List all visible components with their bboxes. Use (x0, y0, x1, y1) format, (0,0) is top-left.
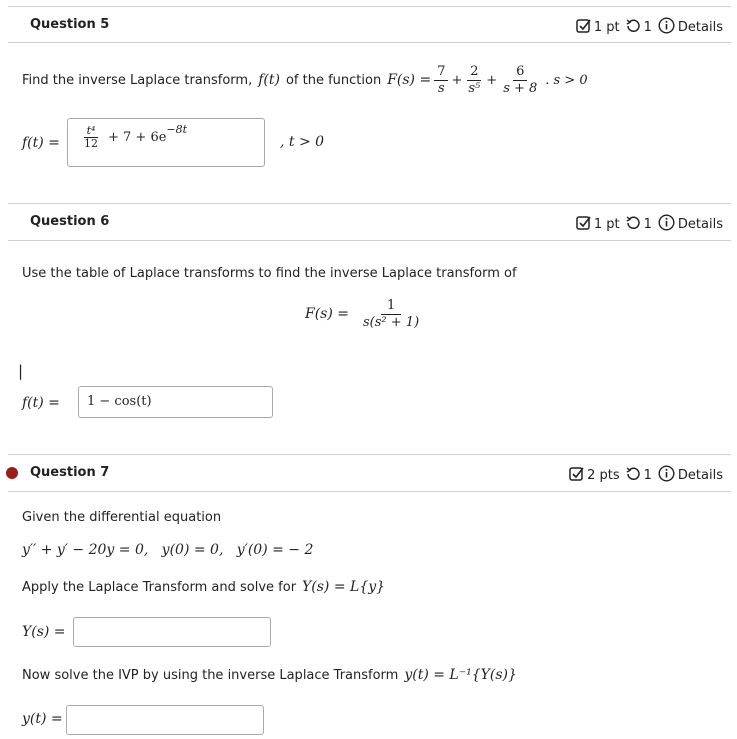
retries-count: 1 (643, 20, 652, 35)
question-6-meta (576, 214, 723, 235)
divider (8, 203, 731, 204)
retry-icon (626, 466, 641, 485)
solve-instruction: Now solve the IVP by using the inverse Laplace Transform y(t) = L⁻¹{Y(s)} (22, 667, 517, 683)
details-link[interactable]: Details (677, 217, 723, 232)
divider (8, 42, 731, 43)
apply-instruction: Apply the Laplace Transform and solve for Y(s) = L{y} (22, 579, 386, 595)
function-definition: F(s) = $\frac{1}{\text{s(s² + 1)}}$ (305, 294, 428, 334)
points-label: 2 pts (587, 468, 620, 483)
given-text: Given the differential equation (22, 510, 222, 525)
checkbox-icon (569, 466, 584, 485)
retries-count: 1 (643, 217, 652, 232)
info-icon[interactable] (658, 214, 675, 235)
fraction: $\frac{\text{t⁴}}{12}$ (84, 124, 98, 150)
retries-count: 1 (643, 468, 652, 483)
divider (8, 491, 731, 492)
details-link[interactable]: Details (677, 20, 723, 35)
checkbox-icon (576, 18, 591, 37)
points-label: 1 pt (593, 217, 620, 232)
answer-label: f(t) = (22, 395, 60, 411)
fraction: $\frac{7}{s}$ (434, 64, 448, 97)
answer-value: 1 − cos(t) (87, 394, 152, 409)
fraction: $\frac{1}{\text{s(s² + 1)}}$ (363, 297, 420, 330)
fraction: $\frac{6}{s + 8}$ (503, 63, 538, 96)
divider (8, 240, 731, 241)
text-cursor: | (18, 362, 24, 380)
question-6-title: Question 6 (30, 214, 110, 229)
question-5-title: Question 5 (30, 17, 110, 32)
y-label: y(t) = (22, 711, 63, 727)
answer-expression: $\frac{\text{t⁴}}{12}$ + 7 + 6e −8t (78, 125, 187, 150)
y-input[interactable] (66, 705, 264, 735)
Y-input[interactable] (73, 617, 271, 647)
answer-input[interactable] (78, 386, 273, 418)
question-7-title: Question 7 (30, 465, 110, 480)
info-icon[interactable] (658, 17, 675, 38)
differential-equation: y′′ + y′ − 20y = 0, y(0) = 0, y′(0) = − 2 (22, 542, 314, 558)
info-icon[interactable] (658, 465, 675, 486)
fraction: $\frac{2}{\text{s⁵}}$ (468, 63, 481, 96)
question-7-meta (569, 465, 723, 486)
checkbox-icon (576, 215, 591, 234)
unanswered-indicator (6, 467, 18, 479)
retry-icon (626, 215, 641, 234)
question-6-prompt: Use the table of Laplace transforms to find the inverse Laplace transform of (22, 266, 517, 281)
question-5-prompt: Find the inverse Laplace transform, f(t) of the function F(s) = $\frac{7}{s}$ + $\frac{2}{\text{s⁵}}$ + $\frac{6}{s + 8}$ . s > 0 (22, 63, 588, 96)
divider (8, 6, 731, 7)
answer-input[interactable] (67, 118, 265, 167)
retry-icon (626, 18, 641, 37)
divider (8, 454, 731, 455)
details-link[interactable]: Details (677, 468, 723, 483)
domain-condition: , t > 0 (280, 134, 325, 150)
Y-label: Y(s) = (22, 624, 66, 640)
question-5-meta (576, 17, 723, 38)
points-label: 1 pt (593, 20, 620, 35)
answer-label: f(t) = (22, 135, 60, 151)
